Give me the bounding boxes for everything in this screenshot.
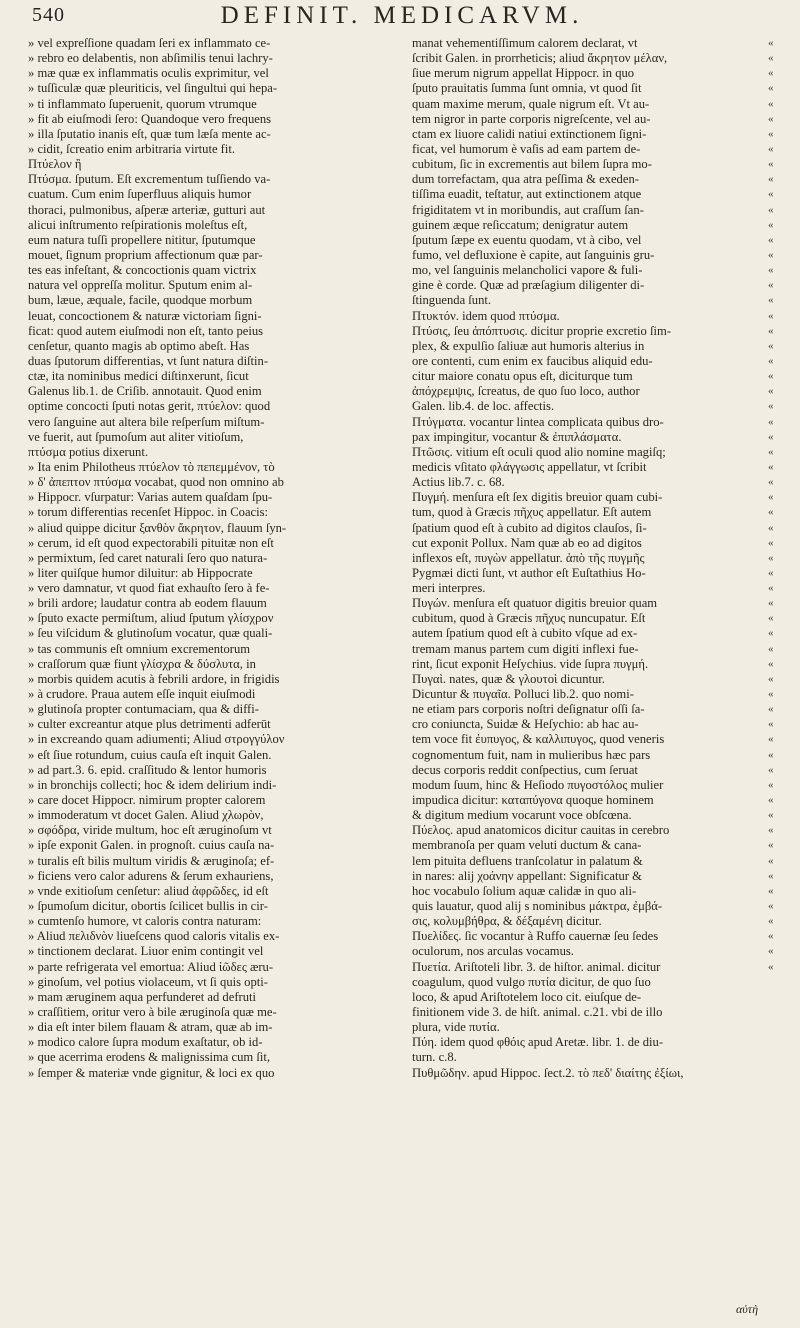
text-line: » turalis eſt bilis multum viridis & æruginoſa; ef- bbox=[28, 853, 275, 868]
margin-mark: « bbox=[768, 430, 774, 443]
margin-mark: « bbox=[768, 945, 774, 958]
text-line: » modico calore ſupra modum exaſtatur, ob id- bbox=[28, 1035, 263, 1050]
text-line: » dia eſt inter bilem flauam & atram, quæ ab im- bbox=[28, 1020, 273, 1035]
text-line: » tinctionem declarat. Liuor enim contingit vel bbox=[28, 944, 264, 959]
text-line: » vero damnatur, vt quod fiat exhauſto ſero à fe- bbox=[28, 581, 270, 596]
margin-mark: « bbox=[768, 718, 774, 731]
text-line: Πτῶσις. vitium eſt oculi quod alio nomine magiſq; bbox=[412, 444, 666, 459]
text-line: cubitum, ſic in excrementis aut bilem ſupra mo- bbox=[412, 157, 652, 172]
margin-mark: « bbox=[768, 566, 774, 579]
text-line: » craſſorum quæ fiunt γλίσχρα & δύσλυτα, in bbox=[28, 656, 256, 671]
text-line: » à crudore. Praua autem eſſe inquit eiuſmodi bbox=[28, 687, 256, 702]
text-line: » liter quiſque humor diluitur: ab Hippocrate bbox=[28, 565, 253, 580]
text-line: » Hippocr. vſurpatur: Varias autem quaſdam ſpu- bbox=[28, 490, 273, 505]
text-line: lem pituita defluens tranſcolatur in palatum & bbox=[412, 853, 643, 868]
margin-mark: « bbox=[768, 733, 774, 746]
text-line: » que acerrima erodens & malignissima cum ſit, bbox=[28, 1050, 271, 1065]
text-line: tum, quod à Græcis πῆχυς appellatur. Eſt autem bbox=[412, 505, 652, 520]
text-line: inflexos eſt, πυγὼν appellatur. ἀπὸ τῆς πυγμῆς bbox=[412, 550, 645, 565]
text-line: » culter excreantur atque plus detrimenti adferūt bbox=[28, 717, 271, 732]
text-line: duas ſputorum differentias, vt ſunt natura diſtin- bbox=[28, 353, 269, 368]
text-line: » ipſe exponit Galen. in prognoſt. cuius cauſa na- bbox=[28, 838, 275, 853]
text-line: manat vehementiſſimum calorem declarat, vt bbox=[412, 36, 638, 50]
text-line: ctæ, ita nominibus medici diſtinxerunt, ſicut bbox=[28, 369, 249, 384]
margin-mark: « bbox=[768, 597, 774, 610]
text-line: ἀπόχρεμψις, ſcreatus, de quo ſuo loco, author bbox=[412, 384, 640, 399]
text-line: ctam ex liuore calidi natiui extinctionem ſigni- bbox=[412, 126, 647, 141]
margin-mark: « bbox=[768, 127, 774, 140]
margin-mark: « bbox=[768, 264, 774, 277]
text-line: » permixtum, ſed caret naturali ſero quo natura- bbox=[28, 550, 268, 565]
margin-mark: « bbox=[768, 445, 774, 458]
margin-mark: « bbox=[768, 703, 774, 716]
text-line: » brili ardore; laudatur contra ab eodem flauum bbox=[28, 596, 267, 611]
margin-mark: « bbox=[768, 748, 774, 761]
text-line: thoraci, pulmonibus, aſperæ arteriæ, gutturi aut bbox=[28, 202, 266, 217]
text-line: » ſpumoſum dicitur, obortis ſcilicet bullis in cir- bbox=[28, 899, 268, 914]
margin-mark: « bbox=[768, 248, 774, 261]
page-number: 540 bbox=[32, 4, 65, 26]
text-line: tem nigror in parte corporis nigreſcente, vel au- bbox=[412, 111, 651, 126]
text-line: cut exponit Pollux. Nam quæ ab eo ad digitos bbox=[412, 535, 642, 550]
text-line: autem ſpatium quod eſt à cubito vſque ad ex- bbox=[412, 626, 638, 641]
text-line: cuatum. Cum enim ſuperfluus aliquis humor bbox=[28, 187, 252, 202]
text-line: » ficiens vero calor adurens & ſerum exhauriens, bbox=[28, 868, 274, 883]
text-line: tem voce fit ἐυπυγος, & καλλιπυγος, quod veneris bbox=[412, 732, 665, 747]
margin-mark: « bbox=[768, 67, 774, 80]
text-line: cro coniuncta, Suidæ & Heſychio: ab hac au- bbox=[412, 717, 639, 732]
text-line: optime concocti ſputi notas gerit, πτύελον: quod bbox=[28, 399, 271, 414]
catchword: αὐτὴ bbox=[736, 1302, 759, 1316]
margin-mark: « bbox=[768, 142, 774, 155]
margin-mark: « bbox=[768, 824, 774, 837]
margin-mark: « bbox=[768, 97, 774, 110]
text-line: cubitum, quod à Græcis πῆχυς nuncupatur. Eſt bbox=[412, 611, 646, 626]
margin-mark: « bbox=[768, 294, 774, 307]
text-line: plura, vide πυτία. bbox=[412, 1020, 500, 1035]
text-line: ſiue merum nigrum appellat Hippocr. in quo bbox=[412, 66, 635, 81]
margin-mark: « bbox=[768, 688, 774, 701]
margin-mark: « bbox=[768, 657, 774, 670]
text-line: Πυγαὶ. nates, quæ & γλουτοὶ dicuntur. bbox=[412, 671, 605, 686]
margin-mark: « bbox=[768, 52, 774, 65]
text-line: tes eas infeſtant, & concoctionis quam victrix bbox=[28, 263, 257, 278]
margin-mark: « bbox=[768, 506, 774, 519]
margin-mark: « bbox=[768, 915, 774, 928]
text-line: Pygmæi dicti ſunt, vt author eſt Euſtathius Ho- bbox=[412, 565, 646, 580]
margin-mark: « bbox=[768, 536, 774, 549]
margin-mark: « bbox=[768, 233, 774, 246]
text-line: membranoſa per quam veluti ductum & cana- bbox=[412, 838, 642, 853]
text-line: fumo, vel defluxione è capite, aut ſanguinis gru- bbox=[412, 247, 655, 262]
text-line: » rebro eo delabentis, non abſimilis tenui lachry- bbox=[28, 51, 273, 66]
text-line: ore contenti, cum enim ex faucibus aliquid edu- bbox=[412, 353, 653, 368]
text-line: tremam manus partem cum digiti inflexi fue- bbox=[412, 641, 639, 656]
text-line: in nares: alij χοάνην appellant: Significatur & bbox=[412, 868, 642, 883]
text-line: » cidit, ſcreatio enim arbitraria virtute fit. bbox=[28, 141, 236, 156]
text-line: meri interpres. bbox=[412, 581, 486, 596]
text-line: Πυελίδες. ſic vocantur à Ruffo cauernæ ſeu ſedes bbox=[412, 929, 659, 944]
text-line: » aliud quippe dicitur ξανθὸν ἄκρητον, flauum ſyn- bbox=[28, 520, 287, 535]
text-line: ſtinguenda ſunt. bbox=[412, 293, 492, 308]
text-line: ſputo prauitatis ſumma ſunt omnia, vt quod ſit bbox=[412, 81, 642, 96]
margin-mark: « bbox=[768, 309, 774, 322]
text-line: mo, vel ſanguinis melancholici vapore & fuli- bbox=[412, 263, 643, 278]
margin-mark: « bbox=[768, 869, 774, 882]
margin-mark: « bbox=[768, 627, 774, 640]
margin-mark: « bbox=[768, 173, 774, 186]
text-line: oculorum, nos arculas vocamus. bbox=[412, 944, 574, 959]
text-line: » vnde exitioſum cenſetur: aliud ἀφρῶδες, id eſt bbox=[28, 883, 269, 898]
text-line: » craſſitiem, oritur vero à bile æruginoſa quæ me- bbox=[28, 1005, 277, 1019]
text-line: frigiditatem vt in moribundis, aut craſſum ſan- bbox=[412, 202, 644, 217]
margin-mark: « bbox=[768, 370, 774, 383]
text-line: modum ſuum, hinc & Heſiodo πυγοστόλος mulier bbox=[412, 777, 664, 792]
text-line: decus corporis reddit conſpectius, cum ſeruat bbox=[412, 762, 638, 777]
text-line: » eſt ſiue rotundum, cuius cauſa eſt inquit Galen. bbox=[28, 747, 272, 762]
text-line: πτύσμα potius dixerunt. bbox=[28, 444, 148, 459]
margin-mark: « bbox=[768, 839, 774, 852]
margin-mark: « bbox=[768, 415, 774, 428]
text-line: ficat: quod autem eiuſmodi non eſt, tanto peius bbox=[28, 323, 264, 338]
text-line: » σφόδρα, viride multum, hoc eſt æruginoſum vt bbox=[28, 823, 272, 838]
margin-mark: « bbox=[768, 521, 774, 534]
text-line: cognomentum fuit, nam in mulieribus hæc pars bbox=[412, 747, 651, 762]
text-line: » immoderatum vt docet Galen. Aliud χλωρὸν, bbox=[28, 808, 264, 823]
text-line: ſcribit Galen. in prorrheticis; aliud ἄκρητον μέλαν, bbox=[412, 51, 668, 66]
text-line: quam maxime merum, quale nigrum eſt. Vt au- bbox=[412, 96, 650, 111]
margin-mark: « bbox=[768, 900, 774, 913]
text-line: leuat, concoctionem & naturæ victoriam ſigni- bbox=[28, 308, 262, 323]
margin-mark: « bbox=[768, 642, 774, 655]
text-line: Πυγμή. menſura eſt ſex digitis breuior quam cubi- bbox=[412, 490, 663, 505]
margin-mark: « bbox=[768, 854, 774, 867]
margin-mark: « bbox=[768, 82, 774, 95]
text-line: Galenus lib.1. de Criſib. annotauit. Quod enim bbox=[28, 384, 262, 399]
text-line: » torum differentias recenſet Hippoc. in Coacis: bbox=[28, 505, 269, 520]
text-line: natura vel oppreſſa molitur. Sputum enim al- bbox=[28, 278, 253, 293]
text-line: » tuſſiculæ quæ pleuriticis, vel ſingultui qui hepa- bbox=[28, 81, 278, 96]
text-line: » Aliud πελιδνὸν liueſcens quod caloris vitalis ex- bbox=[28, 929, 280, 944]
margin-mark: « bbox=[768, 551, 774, 564]
text-line: ſputum ſæpe ex euentu quodam, vt à cibo, vel bbox=[412, 232, 642, 247]
text-line: » ſemper & materiæ vnde gignitur, & loci ex quo bbox=[28, 1065, 275, 1080]
text-line: » ginoſum, vel potius violaceum, vt ſi quis opti- bbox=[28, 974, 268, 989]
text-line: » ſputo exacte permiſtum, aliud ſputum γλίσχρον bbox=[28, 611, 274, 626]
margin-mark: « bbox=[768, 612, 774, 625]
margin-mark: « bbox=[768, 794, 774, 807]
text-line: » fit ab eiuſmodi ſero: Quandoque vero frequens bbox=[28, 111, 272, 126]
margin-mark: « bbox=[768, 324, 774, 337]
margin-mark: « bbox=[768, 37, 774, 49]
text-line: ne etiam pars corporis noſtri deſignatur oſſi ſa- bbox=[412, 702, 645, 717]
text-line: quis lauatur, quod alij s nominibus μάκτρα, ἐμβά- bbox=[412, 899, 663, 914]
text-line: » δ' ἀπεπτον πτύσμα vocabat, quod non omnino ab bbox=[28, 475, 284, 490]
margin-mark: « bbox=[768, 218, 774, 231]
text-line: vero ſanguine aut altera bile reſperſum miſtum- bbox=[28, 414, 265, 429]
text-line: » ti inflammato ſuperuenit, quorum vtrumque bbox=[28, 96, 257, 111]
text-line: ve fuerit, aut ſpumoſum aut aliter vitioſum, bbox=[28, 429, 244, 444]
text-line: eum natura tuſſi propellere nititur, ſputumque bbox=[28, 232, 256, 247]
text-line: Πτύσις, ſeu ἀπόπτυσις. dicitur proprie excretio ſim- bbox=[412, 323, 671, 338]
text-line: ficat, vel humorum è vaſis ad eam partem de- bbox=[412, 141, 641, 156]
margin-mark: « bbox=[768, 354, 774, 367]
margin-mark: « bbox=[768, 672, 774, 685]
text-line: Πτύσμα. ſputum. Eſt excrementum tuſſiendo va- bbox=[28, 172, 271, 187]
running-head: DEFINIT. MEDICARVM. bbox=[220, 2, 584, 29]
right-margin-quote-marks bbox=[768, 36, 790, 975]
margin-mark: « bbox=[768, 279, 774, 292]
text-line: alicui inſtrumento reſpirationis moleſtus eſt, bbox=[28, 217, 248, 232]
text-line: rint, ſicut exponit Heſychius. vide ſupra πυγμή. bbox=[412, 656, 649, 671]
text-line: Πυθμῶδην. apud Hippoc. ſect.2. τὸ πεδ' διαίτης ἐξίωι, bbox=[412, 1065, 684, 1080]
text-line: Πύελος. apud anatomicos dicitur cauitas in cerebro bbox=[412, 823, 670, 838]
text-line: mouet, ſignum proprium affectionum quæ par- bbox=[28, 247, 263, 262]
text-line: Πυετία. Ariſtoteli libr. 3. de hiſtor. animal. dicitur bbox=[412, 959, 661, 974]
text-line: plex, & expulſio ſaliuæ aut humoris alterius in bbox=[412, 338, 645, 353]
margin-mark: « bbox=[768, 158, 774, 171]
text-line: loco, & apud Ariſtotelem loco cit. eiuſque de- bbox=[412, 989, 642, 1004]
text-line: » mæ quæ ex inflammatis oculis exprimitur, vel bbox=[28, 66, 269, 81]
text-line: » vel expreſſione quadam ſeri ex inflammato ce- bbox=[28, 36, 271, 50]
text-line: » morbis quidem acutis à febrili ardore, in frigidis bbox=[28, 671, 280, 686]
text-line: » in bronchijs collecti; hoc & idem delirium indi- bbox=[28, 777, 277, 792]
text-line: Actius lib.7. c. 68. bbox=[412, 475, 505, 490]
margin-mark: « bbox=[768, 112, 774, 125]
text-line: Πύη. idem quod φθόις apud Aretæ. libr. 1. de diu- bbox=[412, 1035, 664, 1050]
text-line: » cumtenſo humore, vt caloris contra naturam: bbox=[28, 914, 262, 929]
text-line: turn. c.8. bbox=[412, 1050, 457, 1065]
text-line: » parte refrigerata vel emortua: Aliud ἰῶδες æru- bbox=[28, 959, 274, 974]
text-line: » ad part.3. 6. epid. craſſitudo & lentor humoris bbox=[28, 762, 267, 777]
margin-mark: « bbox=[768, 339, 774, 352]
text-line: Πτύγματα. vocantur lintea complicata quibus dro- bbox=[412, 414, 664, 429]
text-line: Πυγών. menſura eſt quatuor digitis breuior quam bbox=[412, 596, 658, 611]
margin-mark: « bbox=[768, 476, 774, 489]
text-line: Πτύελον ἢ bbox=[28, 157, 82, 172]
text-line: citur maiore conatu opus eſt, diciturque tum bbox=[412, 369, 633, 384]
page-header bbox=[22, 0, 782, 36]
margin-mark: « bbox=[768, 385, 774, 398]
text-line: hoc vocabulo ſolium aquæ calidæ in quo ali- bbox=[412, 883, 637, 898]
margin-mark: « bbox=[768, 778, 774, 791]
text-line: ſpatium quod eſt à cubito ad digitos clauſos, ſi- bbox=[412, 520, 647, 535]
margin-mark: « bbox=[768, 460, 774, 473]
text-line: Dicuntur & πυγαῖα. Polluci lib.2. quo nomi- bbox=[412, 687, 634, 702]
text-line: gine è corde. Quæ ad præſagium diligenter di- bbox=[412, 278, 645, 293]
text-line: » mam æruginem aqua perfunderet ad defruti bbox=[28, 989, 257, 1004]
left-column bbox=[28, 36, 400, 1081]
text-line: cenſetur, quanto magis ab optimo abeſt. Has bbox=[28, 338, 250, 353]
text-line: » in excreando quam adiumenti; Aliud στρογγύλον bbox=[28, 732, 285, 747]
text-line: » ſeu viſcidum & glutinoſum vocatur, quæ quali- bbox=[28, 626, 273, 641]
text-line: guinem æque reſiccatum; denigratur autem bbox=[412, 217, 629, 232]
text-line: pax impingitur, vocantur & ἐπιπλάσματα. bbox=[412, 429, 622, 444]
text-line: impudica dicitur: καταπύγονα quoque hominem bbox=[412, 793, 654, 808]
margin-mark: « bbox=[768, 188, 774, 201]
text-line: » cerum, id eſt quod expectorabili pituitæ non eſt bbox=[28, 535, 274, 550]
text-line: & digitum medium vocarunt voce obſcœna. bbox=[412, 808, 632, 823]
text-line: finitionem vide 3. de hiſt. animal. c.21. vbi de illo bbox=[412, 1005, 663, 1019]
text-line: bum, læue, æquale, facile, quodque morbum bbox=[28, 293, 253, 308]
text-line: medicis vſitato φλάγγωσις appellatur, vt ſcribit bbox=[412, 459, 647, 474]
text-line: Galen. lib.4. de loc. affectis. bbox=[412, 399, 555, 414]
text-line: » tas communis eſt omnium excrementorum bbox=[28, 641, 251, 656]
margin-mark: « bbox=[768, 203, 774, 216]
text-line: » care docet Hippocr. nimirum propter calorem bbox=[28, 793, 266, 808]
margin-mark: « bbox=[768, 809, 774, 822]
text-line: σις, κολυμβήθρα, & δέξαμένη dicitur. bbox=[412, 914, 602, 929]
margin-mark: « bbox=[768, 400, 774, 413]
text-line: coagulum, quod vulgo πυτία dicitur, de quo ſuo bbox=[412, 974, 651, 989]
margin-mark: « bbox=[768, 884, 774, 897]
margin-mark: « bbox=[768, 960, 774, 973]
text-line: tiſſima euadit, teſtatur, aut extinctionem atque bbox=[412, 187, 642, 202]
text-line: » Ita enim Philotheus πτύελον τὸ πεπεμμένον, τὸ bbox=[28, 459, 275, 474]
margin-mark: « bbox=[768, 582, 774, 595]
margin-mark: « bbox=[768, 491, 774, 504]
text-line: » illa ſputatio inanis eſt, quæ tum læſa mente ac- bbox=[28, 126, 271, 141]
text-line: Πτυκτόν. idem quod πτύσμα. bbox=[412, 308, 560, 323]
right-column bbox=[412, 36, 762, 1081]
margin-mark: « bbox=[768, 930, 774, 943]
margin-mark: « bbox=[768, 763, 774, 776]
text-line: » glutinoſa propter contumaciam, qua & diffi- bbox=[28, 702, 259, 717]
text-line: dum torrefactam, qua atra peſſima & exeden- bbox=[412, 172, 639, 187]
